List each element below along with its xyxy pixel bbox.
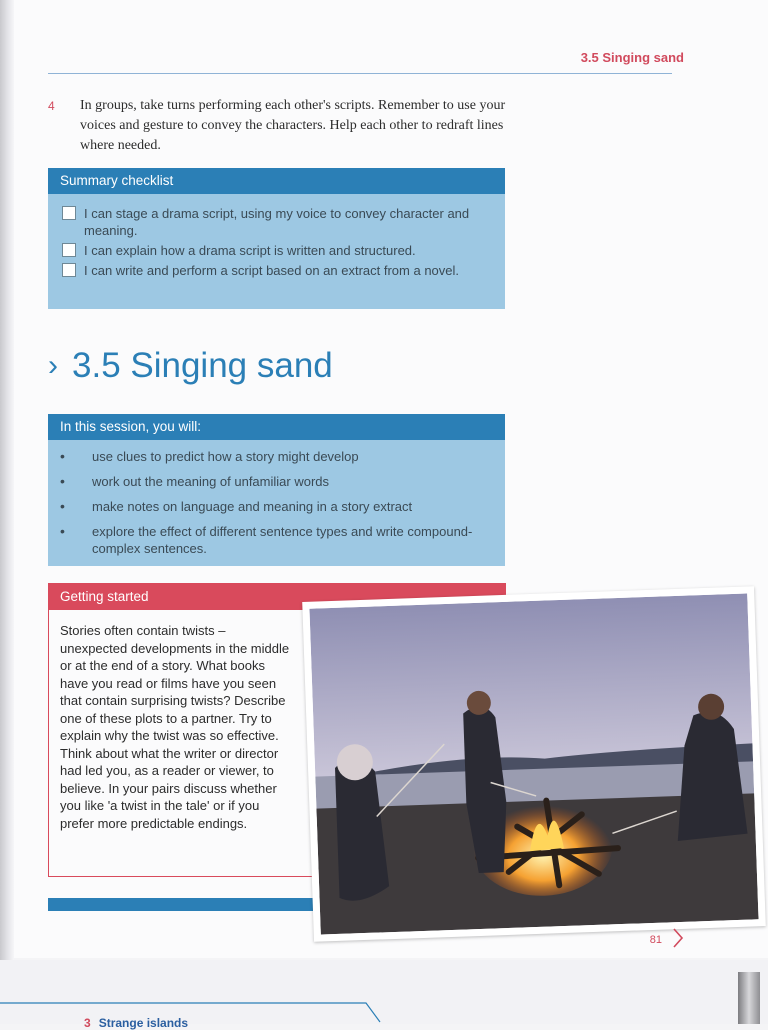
list-item: • explore the effect of different sentence types and write compound-complex sentences. — [60, 523, 473, 556]
activity-4 — [48, 96, 508, 156]
list-item: • work out the meaning of unfamiliar words — [60, 473, 330, 489]
session-goals-list — [48, 440, 505, 557]
checkbox[interactable] — [62, 243, 76, 257]
checkbox[interactable] — [62, 263, 76, 277]
campfire-photo-image — [309, 593, 758, 934]
list-item: • make notes on language and meaning in a story extract — [60, 498, 413, 514]
next-page-edge — [0, 960, 768, 1030]
getting-started-text: Stories often contain twists – unexpected developments in the middle or at the end of a story. What books have you read or films have you seen that contain surprising twists? Describe one of these plots to a partner. Try to explain why the twist was so effective. Think about what the writer or director had led you, as a reader or viewer, to believe. In your pairs discuss whether you like 'a twist in the tale' or if you prefer more predictable endings. — [60, 623, 290, 831]
checklist-item-text: I can write and perform a script based on an extract from a novel. — [84, 263, 460, 278]
activity-number: 4 — [48, 99, 55, 113]
checklist-item — [48, 242, 505, 259]
summary-checklist-title: Summary checklist — [48, 168, 505, 194]
section-heading — [48, 346, 333, 386]
next-page-tab-outline — [0, 960, 400, 1024]
bullet-icon: • — [60, 523, 65, 539]
running-header: 3.5 Singing sand — [580, 50, 684, 65]
section-heading-text: 3.5 Singing sand — [72, 346, 333, 385]
blue-strip — [48, 898, 320, 911]
summary-checklist — [48, 168, 505, 309]
campfire-photo — [302, 586, 766, 942]
session-goals-title: In this session, you will: — [48, 414, 505, 440]
activity-text: In groups, take turns performing each other's scripts. Remember to use your voices and gesture to convey the characters. Help each other to redraft lines where needed. — [80, 98, 506, 153]
chevron-right-icon: › — [48, 349, 58, 382]
page-number: 81 — [649, 934, 662, 946]
getting-started-title: Getting started — [49, 584, 505, 610]
header-rule — [48, 73, 672, 74]
book-spine — [0, 0, 14, 960]
bullet-icon: • — [60, 498, 65, 514]
binder-clip — [738, 972, 760, 1024]
checkbox[interactable] — [62, 206, 76, 220]
session-goals-box — [48, 414, 505, 566]
checklist-item — [48, 262, 505, 279]
next-page-unit-title: 3 Strange islands — [84, 1016, 189, 1030]
list-item: • use clues to predict how a story might develop — [60, 448, 359, 464]
checklist-item — [48, 205, 505, 239]
bullet-icon: • — [60, 473, 65, 489]
checklist-item-text: I can stage a drama script, using my voice to convey character and meaning. — [84, 206, 470, 238]
bullet-icon: • — [60, 448, 65, 464]
chevron-right-icon — [672, 927, 684, 949]
checklist-item-text: I can explain how a drama script is written and structured. — [84, 243, 416, 258]
